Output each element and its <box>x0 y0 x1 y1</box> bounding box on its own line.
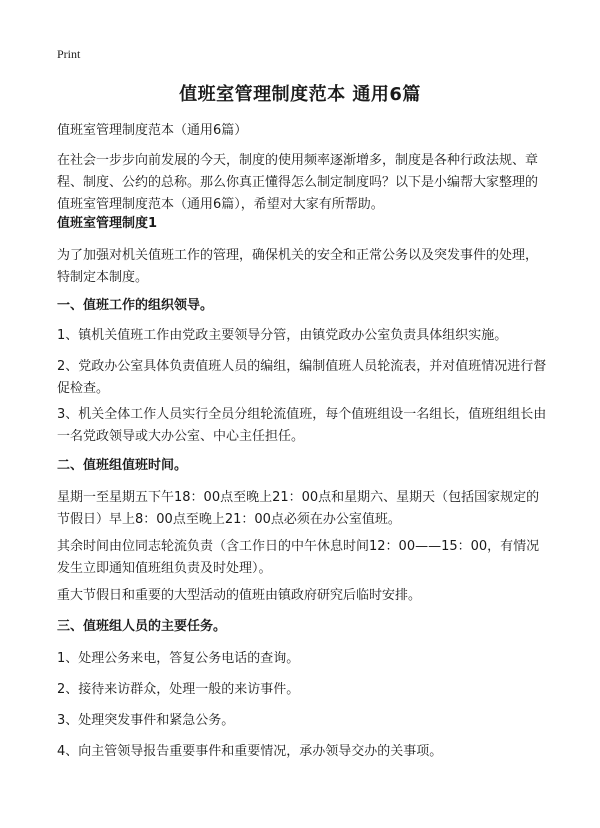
list-item: 2、接待来访群众，处理一般的来访事件。 <box>57 682 300 697</box>
list-item: 其余时间由位同志轮流负责（含工作日的中午休息时间12：00——15：00，有情况发生立即通知值班组负责及时处理）。 <box>57 539 540 576</box>
part2-heading: 二、值班组值班时间。 <box>57 458 188 473</box>
section1-intro-paragraph: 为了加强对机关值班工作的管理，确保机关的安全和正常公务以及突发事件的处理，特制定本制度。 <box>57 248 539 285</box>
part3-heading: 三、值班组人员的主要任务。 <box>57 619 227 634</box>
document-subtitle: 值班室管理制度范本（通用6篇） <box>57 123 248 138</box>
list-item: 2、党政办公室具体负责值班人员的编组，编制值班人员轮流表，并对值班情况进行督促检查。 <box>57 359 547 396</box>
list-item: 1、镇机关值班工作由党政主要领导分管，由镇党政办公室负责具体组织实施。 <box>57 328 508 343</box>
list-item: 重大节假日和重要的大型活动的值班由镇政府研究后临时安排。 <box>57 588 422 603</box>
intro-paragraph: 在社会一步步向前发展的今天，制度的使用频率逐渐增多，制度是各种行政法规、章程、制度、公约的总称。那么你真正懂得怎么制定制度吗？以下是小编帮大家整理的值班室管理制度范本（通用6篇），希望对大家有所帮助。 <box>57 153 539 212</box>
list-item: 3、机关全体工作人员实行全员分组轮流值班，每个值班组设一名组长，值班组组长由一名党政领导或大办公室、中心主任担任。 <box>57 407 547 444</box>
list-item: 1、处理公务来电，答复公务电话的查询。 <box>57 651 300 666</box>
page-title: 值班室管理制度范本 通用6篇 <box>179 84 421 105</box>
list-item: 3、处理突发事件和紧急公务。 <box>57 713 235 728</box>
list-item: 星期一至星期五下午18：00点至晚上21：00点和星期六、星期天（包括国家规定的节假日）早上8：00点至晚上21：00点必须在办公室值班。 <box>57 490 540 527</box>
section1-heading: 值班室管理制度1 <box>57 216 158 231</box>
part1-heading: 一、值班工作的组织领导。 <box>57 298 214 313</box>
print-label: Print <box>57 47 81 61</box>
list-item: 4、向主管领导报告重要事件和重要情况，承办领导交办的关事项。 <box>57 744 443 759</box>
